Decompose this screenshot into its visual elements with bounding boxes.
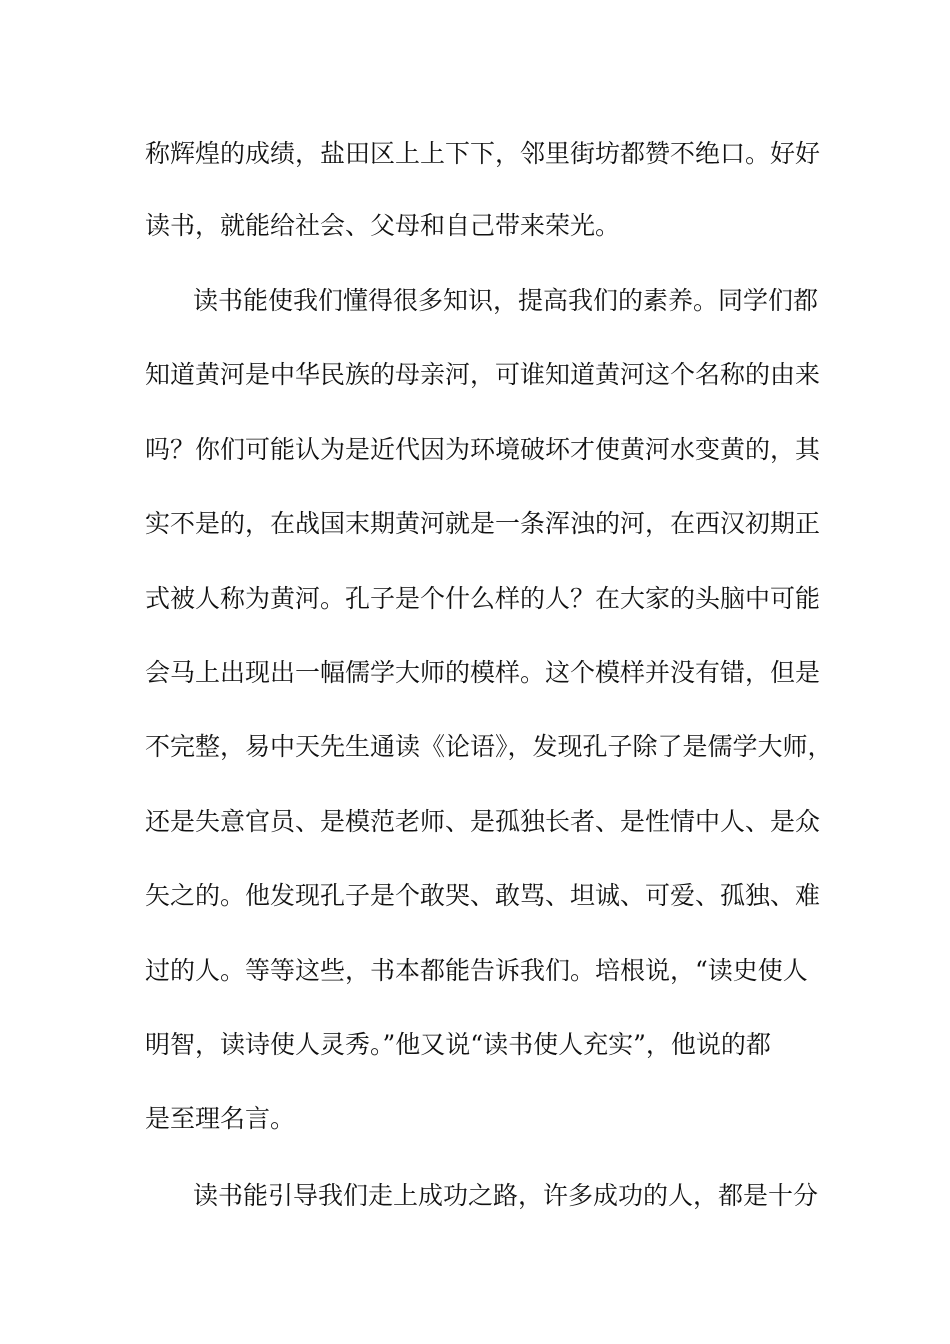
text-line: 过的人。等等这些，书本都能告诉我们。培根说，“读史使人 [145,956,808,985]
text-line: 称辉煌的成绩，盐田区上上下下，邻里街坊都赞不绝口。好好 [145,139,821,168]
text-line: 是至理名言。 [145,1104,296,1133]
text-line: 不完整，易中天先生通读《论语》，发现孔子除了是儒学大师， [145,732,833,761]
text-line: 吗？你们可能认为是近代因为环境破坏才使黄河水变黄的，其 [145,435,821,464]
text-line: 读书，就能给社会、父母和自己带来荣光。 [145,211,621,240]
text-line: 明智，读诗使人灵秀。”他又说“读书使人充实”，他说的都 [145,1030,771,1059]
text-line: 会马上出现出一幅儒学大师的模样。这个模样并没有错，但是 [145,658,821,687]
paragraph-start-line: 读书能引导我们走上成功之路，许多成功的人，都是十分 [193,1181,819,1210]
text-line: 式被人称为黄河。孔子是个什么样的人？在大家的头脑中可能 [145,584,821,613]
paragraph-start-line: 读书能使我们懂得很多知识，提高我们的素养。同学们都 [193,286,819,315]
text-line: 实不是的，在战国末期黄河就是一条浑浊的河，在西汉初期正 [145,509,821,538]
text-line: 知道黄河是中华民族的母亲河，可谁知道黄河这个名称的由来 [145,360,821,389]
text-line: 矢之的。他发现孔子是个敢哭、敢骂、坦诚、可爱、孤独、难 [145,881,821,910]
text-line: 还是失意官员、是模范老师、是孤独长者、是性情中人、是众 [145,807,821,836]
